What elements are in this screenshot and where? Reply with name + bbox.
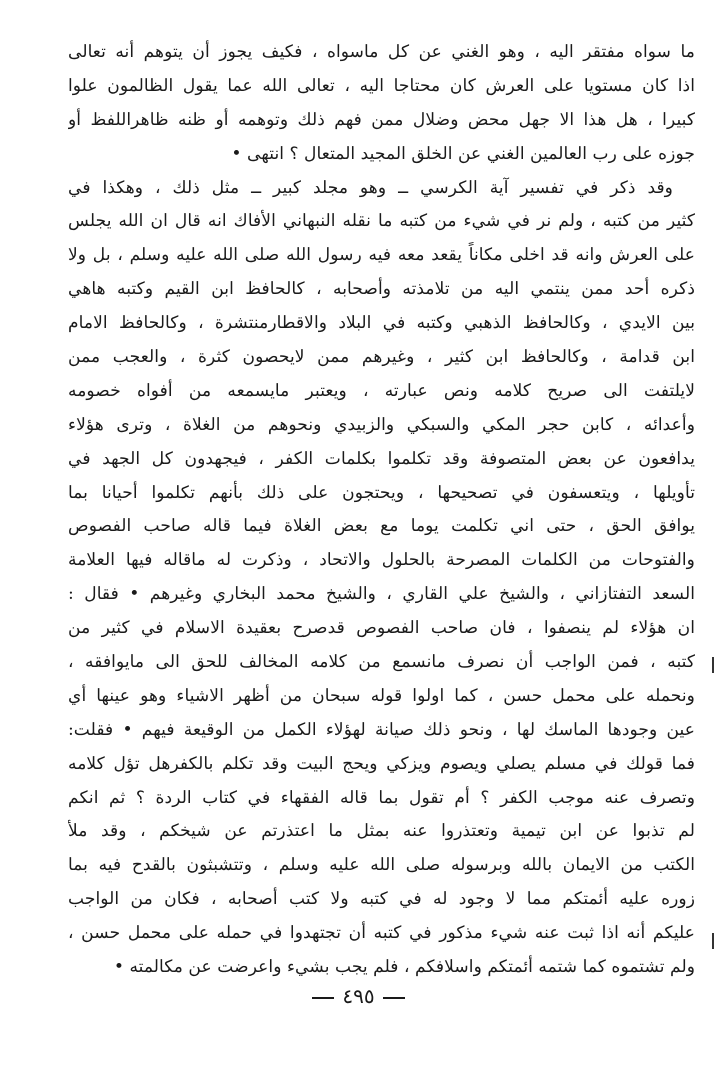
text-line: عين وجودها الماسك لها ، ونحو ذلك صيانة لهؤلاء الكمل من الوقيعة فيهم • فقلت: — [68, 719, 695, 740]
text-line: اذا كان مستويا على العرش كان محتاجا اليه ، تعالى الله عما يقول الظالمون علوا — [68, 75, 695, 96]
text-line: جوزه على رب العالمين الغني عن الخلق المجيد المتعال ؟ انتهى • — [231, 143, 695, 164]
text-line: زوره عليه أئمتكم مما لا وجود له في كتبه ولا كتب أصحابه ، فكان من الواجب — [68, 889, 695, 910]
margin-mark — [712, 933, 714, 949]
page-number-dash-left — [312, 997, 334, 999]
text-line: ونحمله على محمل حسن ، كما اولوا قوله سبحان من أظهر الاشياء وهو عينها أي — [68, 685, 695, 706]
text-line: فما قولك في مسلم يصلي ويصوم ويزكي ويحج البيت وقد تكلم بالكفرهل تؤل كلامه — [68, 753, 695, 774]
page-number-value: ٤٩٥ — [342, 984, 375, 1008]
text-line: لايلتفت الى صريح كلامه ونص عبارته ، ويعتبر مايسمعه من أفواه خصومه — [68, 380, 695, 401]
text-line: ابن قدامة ، وكالحافظ ابن كثير ، وغيرهم ممن لايحصون كثرة ، والعجب ممن — [68, 347, 695, 368]
text-line: وأعدائه ، كابن حجر المكي والسبكي والزبيدي ونحوهم من الغلاة ، وترى هؤلاء — [68, 414, 695, 435]
text-line: كتبه ، فمن الواجب أن نصرف مانسمع من كلامه المخالف للحق الى مايوافقه ، — [68, 652, 695, 673]
text-line: الكتب من الايمان بالله وبرسوله صلى الله عليه وسلم ، وتتشبثون بالقدح فيه بما — [68, 855, 695, 876]
body-text — [68, 36, 695, 985]
text-line: كثير من كتبه ، ولم نر في شيء من كتبه ما نقله النبهاني الأفاك انه قال ان الله يجلس — [68, 211, 695, 232]
text-line: بين الايدي ، وكالحافظ الذهبي وكتبه في البلاد والاقطارمنتشرة ، وكالحافظ الامام — [68, 313, 695, 334]
text-line: كبيرا ، هل هذا الا جهل محض وضلال ممن فهم ذلك وتوهمه أو ظنه ظاهراللفظ أو — [68, 109, 695, 130]
text-line: يوافق الحق ، حتى اني تكلمت يوما مع بعض الغلاة فيما قاله صاحب الفصوص — [68, 516, 695, 537]
text-line: ولم تشتموه كما شتمه أئمتكم واسلافكم ، فلم يجب بشيء واعرضت عن مكالمته • — [113, 957, 695, 978]
text-line: ما سواه مفتقر اليه ، وهو الغني عن كل ماسواه ، فكيف يجوز أن يتوهم أنه تعالى — [68, 42, 695, 62]
text-line: ان هؤلاء لم ينصفوا ، فان صاحب الفصوص قدصرح بعقيدة الاسلام في كثير من — [68, 618, 695, 639]
page-number-dash-right — [383, 997, 405, 999]
text-line: يدافعون عن بعض المتصوفة وقد تكلموا بكلمات الكفر ، فيجهدون كل الجهد في — [68, 448, 695, 469]
text-line: على العرش وانه قد اخلى مكاناً يقعد معه فيه رسول الله صلى الله عليه وسلم ، بل ولا — [68, 245, 695, 266]
text-line: السعد التفتازاني ، والشيخ علي القاري ، والشيخ محمد البخاري وغيرهم • فقال : — [68, 584, 695, 605]
text-line: تأويلها ، ويتعسفون في تصحيحها ، ويحتجون على ذلك بأنهم تكلموا أحيانا بما — [68, 482, 695, 503]
margin-mark — [712, 657, 714, 673]
text-line: لم تذبوا عن ابن تيمية وتعتذروا عنه بمثل ما اعتذرتم عن شيخكم ، وقد ملأ — [68, 821, 695, 842]
text-line: وتصرف عنه موجب الكفر ؟ أم تقول بما قاله الفقهاء في كتاب الردة ؟ ثم انكم — [68, 787, 695, 808]
paragraph-start-line: وقد ذكر في تفسير آية الكرسي ــ وهو مجلد كبير ــ مثل ذلك ، وهكذا في — [68, 177, 673, 198]
text-line: عليكم أنه اذا ثبت عنه شيء مذكور في كتبه أن تجتهدوا في حمله على محمل حسن ، — [68, 923, 695, 944]
page-number — [0, 984, 717, 1008]
text-line: والفتوحات من الكلمات المصرحة بالحلول والاتحاد ، وذكرت له ماقاله فيها العلامة — [68, 550, 695, 571]
text-line: ذكره أحد ممن ينتمي اليه من تلامذته وأصحابه ، كالحافظ ابن القيم وكتبه هاهي — [68, 279, 695, 300]
